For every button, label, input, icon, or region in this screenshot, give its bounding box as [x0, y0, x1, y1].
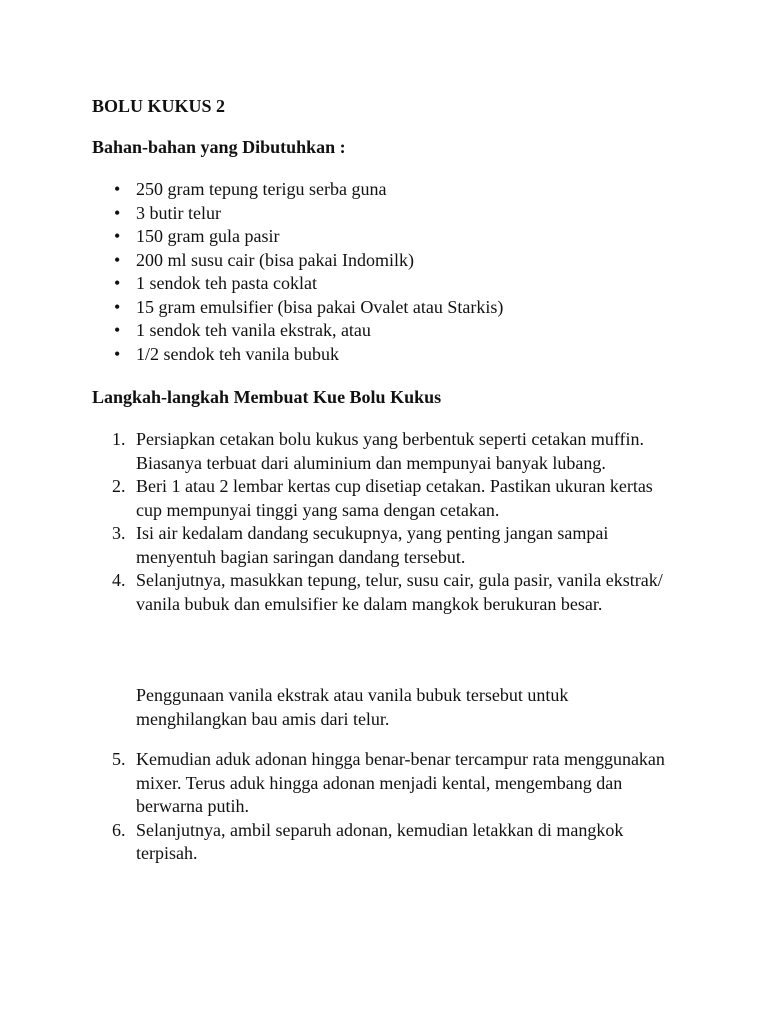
- ingredient-text: 200 ml susu cair (bisa pakai Indomilk): [136, 249, 414, 270]
- step-number: 4.: [112, 570, 126, 590]
- ingredient-text: 1 sendok teh vanila ekstrak, atau: [136, 320, 371, 340]
- list-item: [114, 319, 503, 343]
- bullet-icon: •: [114, 226, 121, 246]
- ingredients-heading: Bahan-bahan yang Dibutuhkan :: [92, 137, 346, 157]
- bullet-icon: •: [114, 179, 121, 199]
- document-title: BOLU KUKUS 2: [92, 96, 226, 116]
- bullet-icon: •: [114, 320, 121, 340]
- step-item: [112, 475, 676, 522]
- bullet-icon: •: [114, 296, 121, 317]
- ingredients-list: [114, 178, 504, 366]
- ingredient-text: 150 gram gula pasir: [136, 226, 280, 246]
- step-text: Persiapkan cetakan bolu kukus yang berbentuk seperti cetakan muffin. Biasanya terbuat dari aluminium dan mempunyai banyak lubang.: [136, 429, 645, 473]
- step-number: 6.: [112, 819, 126, 840]
- bullet-icon: •: [114, 273, 121, 293]
- list-item: [114, 249, 503, 273]
- step-4-note: Penggunaan vanila ekstrak atau vanila bubuk tersebut untuk menghilangkan bau amis dari telur.: [136, 685, 569, 729]
- list-item: [114, 272, 503, 296]
- list-item: [114, 343, 503, 367]
- step-text: Selanjutnya, masukkan tepung, telur, susu cair, gula pasir, vanila ekstrak/ vanila bubuk dan emulsifier ke dalam mangkok berukuran besar.: [136, 570, 663, 614]
- list-item: [114, 178, 503, 202]
- ingredient-text: 15 gram emulsifier (bisa pakai Ovalet atau Starkis): [136, 296, 504, 317]
- step-number: 5.: [112, 749, 126, 769]
- step-item: [112, 748, 676, 819]
- step-item: [112, 569, 676, 616]
- step-number: 2.: [112, 476, 126, 496]
- steps-heading: Langkah-langkah Membuat Kue Bolu Kukus: [92, 387, 442, 407]
- bullet-icon: •: [114, 343, 121, 364]
- step-number: 1.: [112, 429, 126, 449]
- list-item: [114, 296, 504, 320]
- steps-list: [112, 428, 676, 616]
- ingredient-text: 1 sendok teh pasta coklat: [136, 273, 317, 293]
- bullet-icon: •: [114, 202, 121, 223]
- ingredient-text: 250 gram tepung terigu serba guna: [136, 179, 387, 199]
- list-item: [114, 202, 503, 226]
- step-text: Kemudian aduk adonan hingga benar-benar tercampur rata menggunakan mixer. Terus aduk hingga adonan menjadi kental, mengembang dan berwarna putih.: [136, 749, 665, 816]
- list-item: [114, 225, 503, 249]
- ingredient-text: 3 butir telur: [136, 202, 221, 223]
- step-item: [112, 428, 676, 475]
- step-number: 3.: [112, 523, 126, 543]
- step-text: Selanjutnya, ambil separuh adonan, kemudian letakkan di mangkok terpisah.: [136, 819, 624, 863]
- step-item: [112, 819, 676, 866]
- steps-list-continued: [112, 748, 676, 866]
- step-item: [112, 522, 676, 569]
- step-text: Beri 1 atau 2 lembar kertas cup disetiap cetakan. Pastikan ukuran kertas cup mempunyai tinggi yang sama dengan cetakan.: [136, 476, 653, 520]
- ingredient-text: 1/2 sendok teh vanila bubuk: [136, 343, 339, 364]
- step-text: Isi air kedalam dandang secukupnya, yang penting jangan sampai menyentuh bagian saringan dandang tersebut.: [136, 523, 609, 567]
- bullet-icon: •: [114, 249, 121, 270]
